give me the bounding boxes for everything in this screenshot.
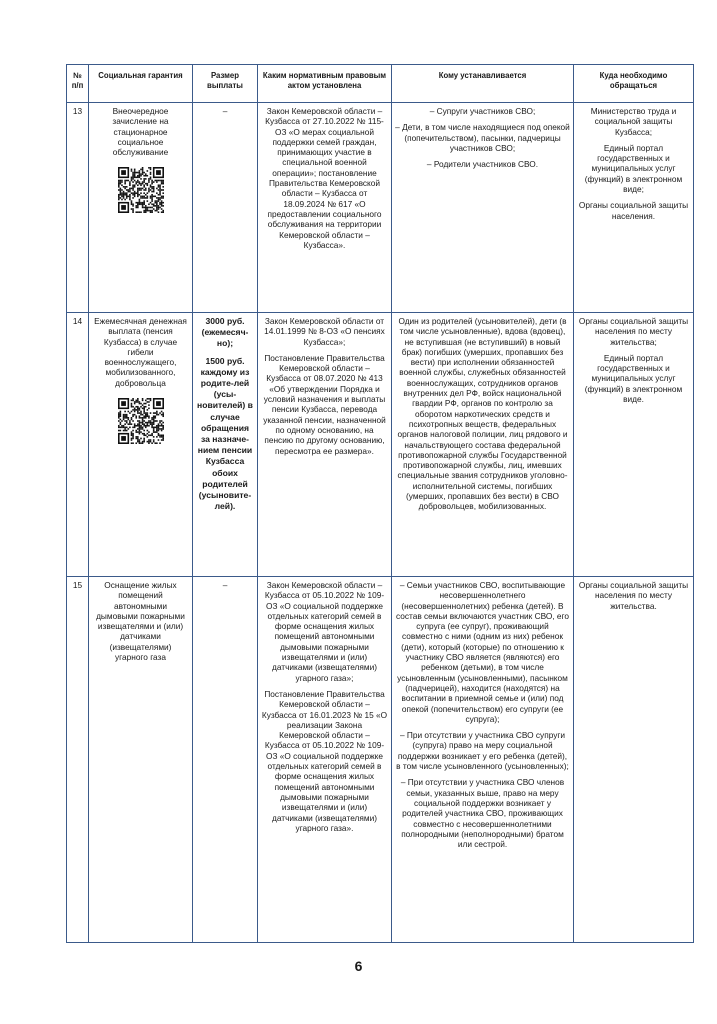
where-cell: [574, 103, 694, 313]
header-guarantee: Социальная гарантия: [89, 65, 193, 103]
recipient-item: – Семьи участников СВО, воспитывающие несовершеннолетнего (несовершеннолетних) ребенка (детей). В состав семьи включаются участник СВО, его супруга (ее супруг), проживающий совместно с ними (одним из них) ребенок (дети), который (которые) по отношению к участнику СВО является (являются) его ребенком (детьми), в том числе усыновленным (усыновленными), пасынком (падчерицей), находится (находятся) на воспитании в приемной семье и (или) под опекой (попечительством) его супруги (ее супруга);: [396, 580, 569, 724]
where-item: Министерство труда и социальной защиты Кузбасса;: [590, 106, 677, 137]
act-paragraph: Закон Кемеровской области – Кузбасса от 27.10.2022 № 115-ОЗ «О мерах социальной поддержки семей граждан, принимающих участие в специальной военной операции»; постановление Правительства Кемеровской области – Кузбасса от 18.09.2024 № 617 «О предоставлении социального обслуживания на территории Кемеровской области – Кузбасса».: [265, 106, 384, 250]
act-cell: [258, 577, 392, 943]
where-item: Единый портал государственных и муниципальных услуг (функций) в электронном виде;: [584, 142, 683, 195]
table-row: [67, 313, 694, 577]
where-item: Единый портал государственных и муниципальных услуг (функций) в электронном виде.: [584, 352, 683, 405]
header-where: Куда необходимо обращаться: [574, 65, 694, 103]
where-item: Органы социальной защиты населения по месту жительства;: [578, 316, 689, 347]
amount-item: 3000 руб. (ежемесяч-но);: [201, 316, 249, 349]
guarantee-cell: [89, 577, 193, 943]
row-number: 15: [67, 577, 89, 943]
recipients-cell: [392, 577, 574, 943]
row-number: 13: [67, 103, 89, 313]
guarantee-text: Оснащение жилых помещений автономными дымовыми пожарными извещателями и (или) датчиками (извещателями) угарного газа: [96, 580, 185, 663]
act-paragraph: Постановление Правительства Кемеровской области – Кузбасса от 16.01.2023 № 15 «О реализации Закона Кемеровской области – Кузбасса от 05.10.2022 № 109-ОЗ «О социальной поддержке отдельных категорий семей в форме оснащения жилых помещений автономными дымовыми пожарными извещателями и (или) датчиками (извещателями) угарного газа».: [261, 688, 388, 833]
act-paragraph: Закон Кемеровской области от 14.01.1999 № 8-ОЗ «О пенсиях Кузбасса»;: [264, 316, 385, 347]
act-paragraph: Постановление Правительства Кемеровской области – Кузбасса от 08.07.2020 № 413 «Об утверждении Порядка и условий назначения и выплаты пенсии Кузбасса, перевода указанной пенсии, назначенной по одному основанию, на пенсию по другому основанию, пересмотра ее размера».: [263, 352, 386, 456]
amount-cell: [193, 313, 258, 577]
header-recipients: Кому устанавливается: [392, 65, 574, 103]
recipient-item: – При отсутствии у участника СВО супруги (супруга) право на меру социальной поддержки возникает у его ребенка (детей), в том числе усыновленного (усыновленных);: [396, 730, 569, 772]
row-number: 14: [67, 313, 89, 577]
recipient-item: Один из родителей (усыновителей), дети (в том числе усыновленные), вдова (вдовец), не вступившая (не вступивший) в новый брак) погибших (умерших, пропавших без вести) при исполнении обязанностей военной службы, служебных обязанностей военнослужащих, сотрудников органов внутренних дел РФ, войск национальной гвардии РФ, органов по контролю за оборотом наркотических средств и психотропных веществ, федеральных органов налоговой полиции, лиц рядового и начальствующего состава федеральной противопожарной службы Государственной противопожарной службы, лиц, имевших специальные звания сотрудников уголовно-исполнительной системы, погибших (умерших, пропавших без вести) в СВО добровольцев, мобилизованных.: [397, 316, 568, 512]
act-paragraph: Закон Кемеровской области – Кузбасса от 05.10.2022 № 109-ОЗ «О социальной поддержке отдельных категорий семей в форме оснащения жилых помещений автономными дымовыми пожарными извещателями и (или) датчиками (извещателями) угарного газа»;: [264, 580, 385, 683]
recipients-cell: [392, 313, 574, 577]
amount-item: 1500 руб. каждому из родите-лей (усы-новителей) в случае обращения за назначе-нием пенсии Кузбасса обоих родителей (усыновите-лей).: [197, 355, 253, 512]
guarantee-cell: [89, 103, 193, 313]
where-item: Органы социальной защиты населения.: [578, 200, 689, 221]
recipient-item: – Дети, в том числе находящиеся под опекой (попечительством), пасынки, падчерицы участников СВО;: [395, 122, 570, 153]
recipient-item: – При отсутствии у участника СВО членов семьи, указанных выше, право на меру социальной поддержки возникает у родителей участника СВО, проживающих совместно с несовершеннолетними полнородными (неполнородными) братом или сестрой.: [400, 777, 565, 850]
recipient-item: – Супруги участников СВО;: [429, 106, 536, 116]
guarantee-text: Ежемесячная денежная выплата (пенсия Кузбасса) в случае гибели военнослужащего, мобилизованного, добровольца: [94, 316, 187, 388]
header-act: Каким нормативным правовым актом установлена: [258, 65, 392, 103]
where-item: Органы социальной защиты населения по месту жительства.: [578, 580, 689, 611]
guarantee-text: Внеочередное зачисление на стационарное социальное обслуживание: [112, 106, 169, 158]
header-amount: Размер выплаты: [193, 65, 258, 103]
table-row: [67, 577, 694, 943]
act-cell: [258, 103, 392, 313]
where-cell: [574, 313, 694, 577]
where-cell: [574, 577, 694, 943]
table-row: [67, 103, 694, 313]
recipient-item: – Родители участников СВО.: [426, 159, 539, 170]
table-header-row: [67, 65, 694, 103]
qr-code-icon: [118, 398, 164, 444]
amount-cell: –: [193, 103, 258, 313]
qr-code-icon: [118, 167, 164, 213]
guarantee-cell: [89, 313, 193, 577]
page-number: 6: [354, 958, 363, 974]
header-num: № п/п: [67, 65, 89, 103]
recipients-cell: [392, 103, 574, 313]
amount-cell: –: [193, 577, 258, 943]
social-guarantees-table: [66, 64, 694, 943]
act-cell: [258, 313, 392, 577]
